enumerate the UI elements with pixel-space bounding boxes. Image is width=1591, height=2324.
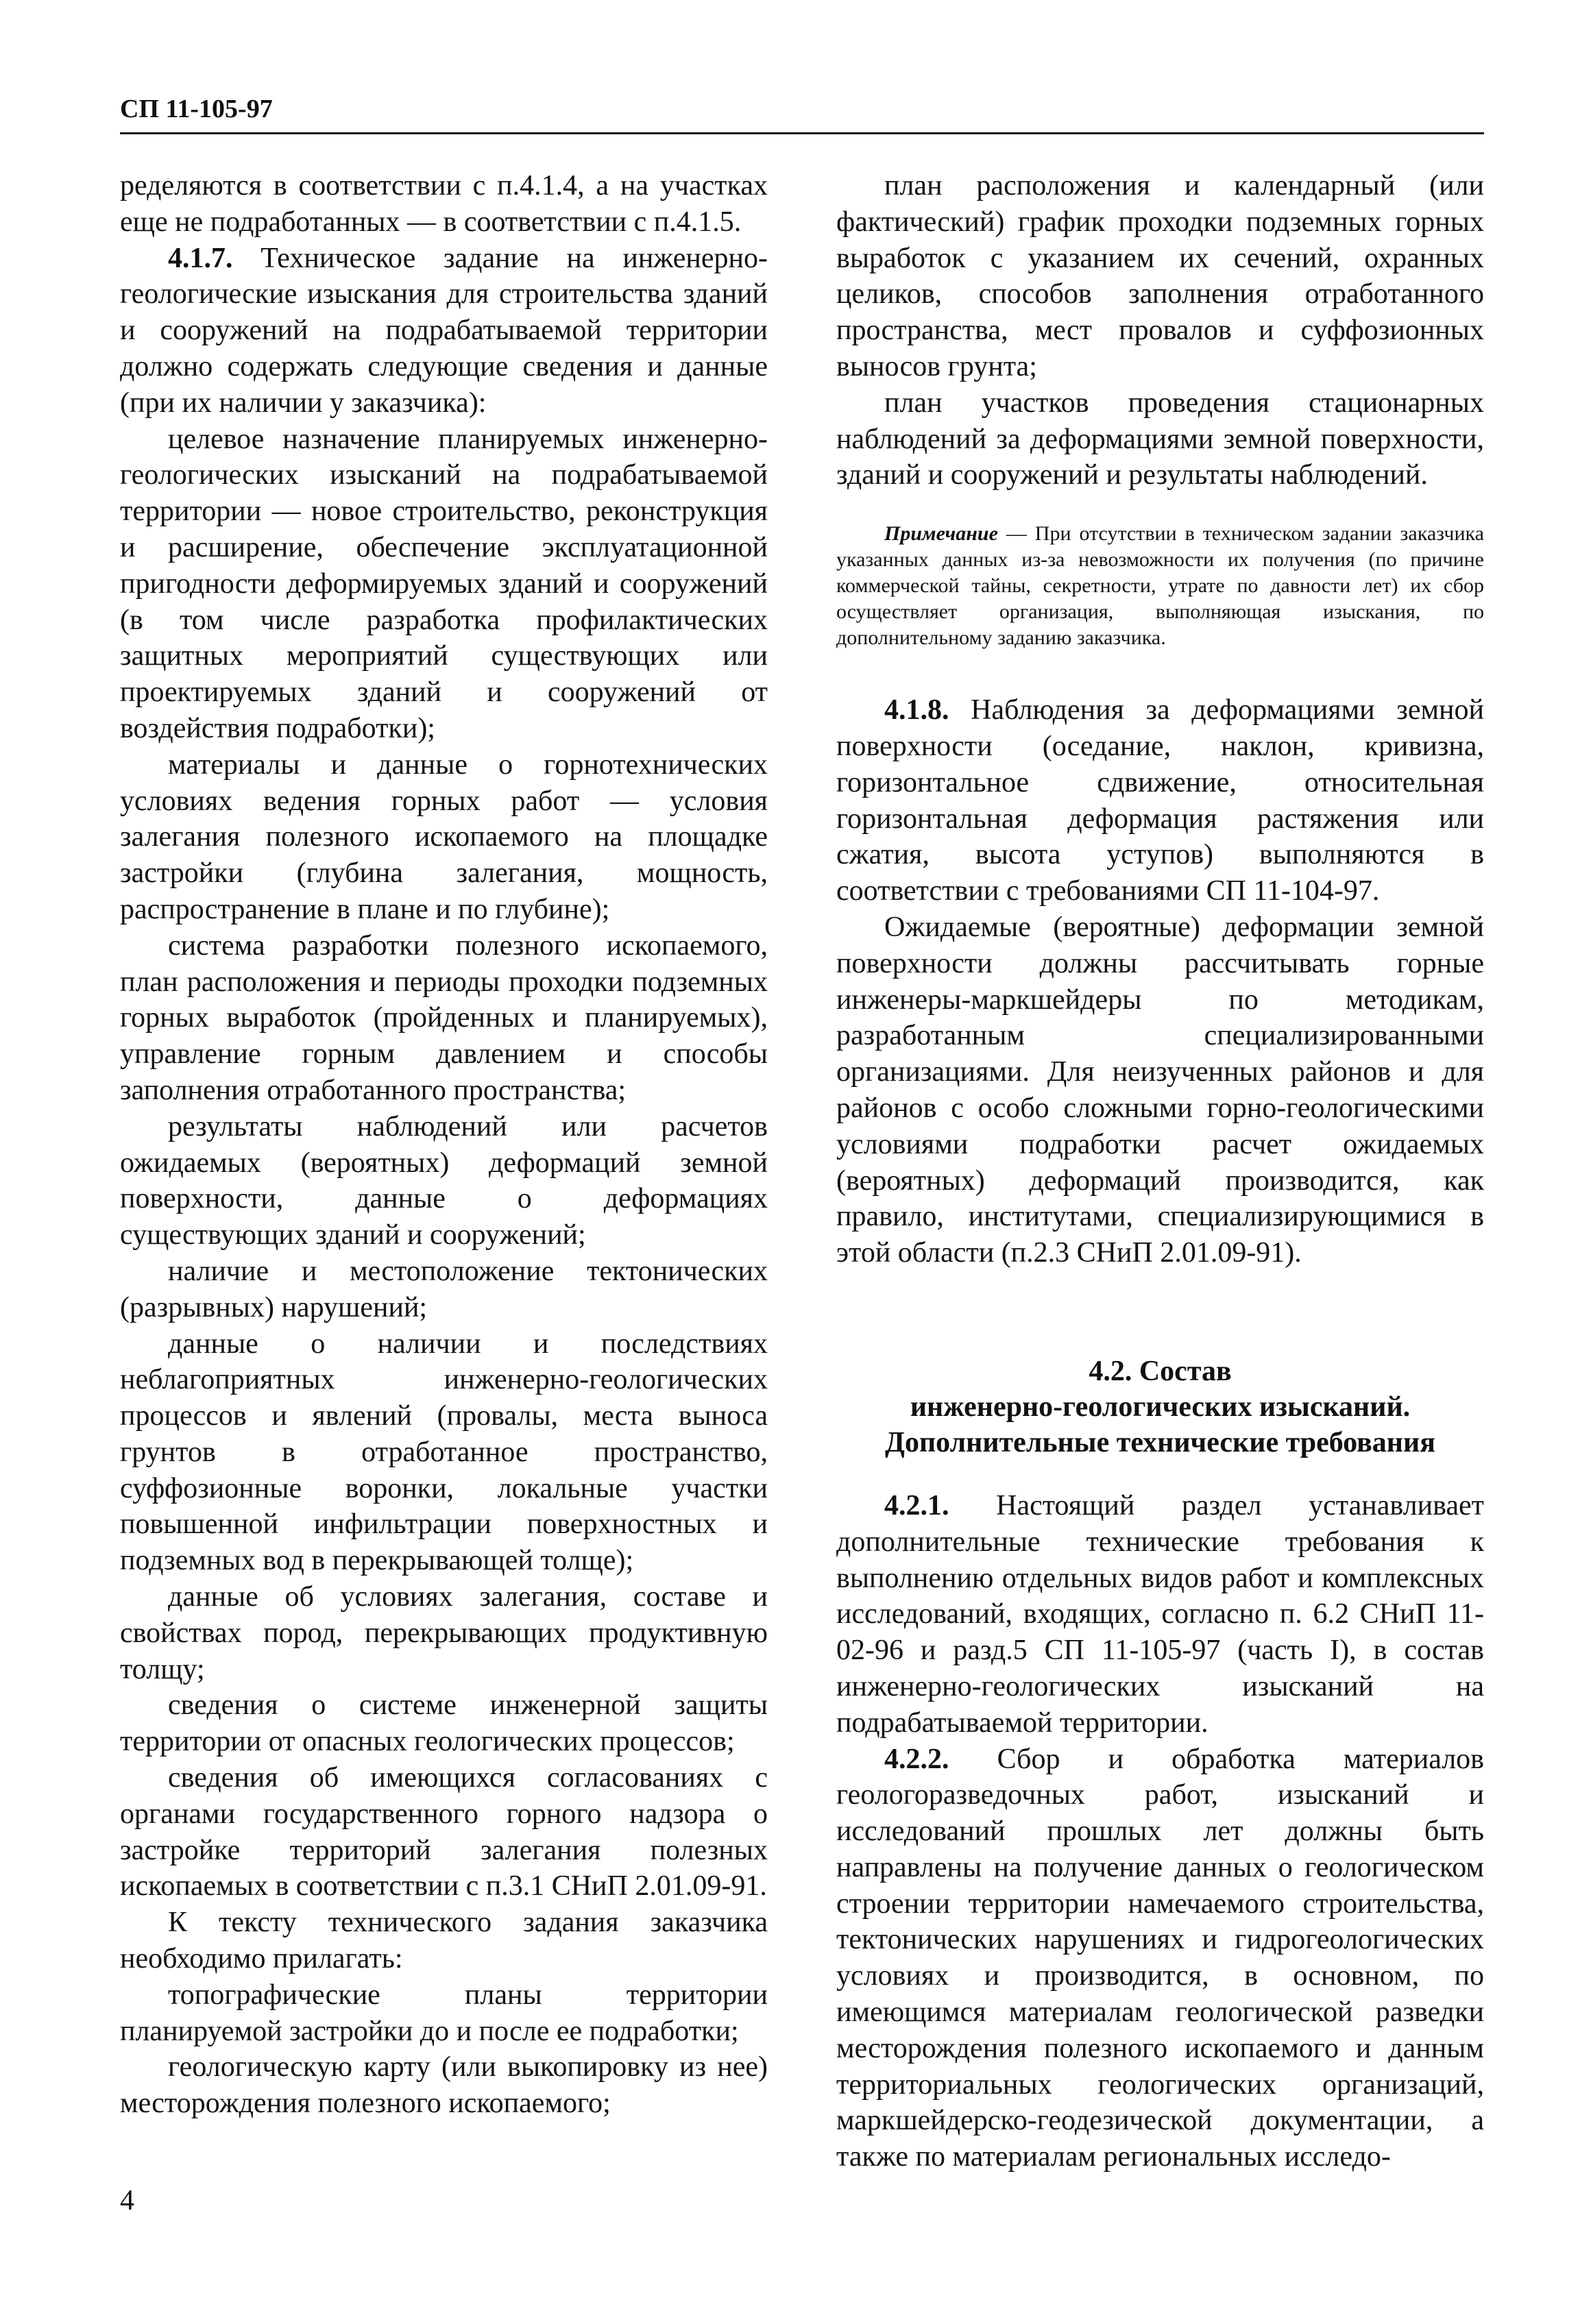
list-item: данные о наличии и последствиях неблагоприятных инженерно-геологических процессов и явлений (провалы, места выноса грунтов в отработанное пространство, суффозионные воронки, локальные участки повышенной инфильтрации поверхностных и подземных вод в перекрывающей толще); [120, 1328, 768, 1577]
clause-number: 4.1.7. [168, 242, 233, 274]
note [836, 521, 1484, 651]
list-item: система разработки полезного ископаемого, план расположения и периоды проходки подземных горных выработок (пройденных и планируемых), управление горным давлением и способы заполнения отработанного пространства; [120, 929, 768, 1106]
list-item: план участков проведения стационарных наблюдений за деформациями земной поверхности, зданий и сооружений и результаты наблюдений. [836, 387, 1484, 491]
section-heading-line: 4.2. Состав [1089, 1355, 1232, 1387]
document-code-header: СП 11-105-97 [120, 95, 273, 123]
paragraph: ределяются в соответствии с п.4.1.4, а на участках еще не подработанных — в соответствии с п.4.1.5. [120, 170, 768, 238]
clause-4-1-7 [120, 241, 768, 421]
list-item: результаты наблюдений или расчетов ожидаемых (вероятных) деформаций земной поверхности, данные о деформациях существующих зданий и сооружений; [120, 1110, 768, 1251]
list-item: материалы и данные о горнотехнических условиях ведения горных работ — условия залегания полезного ископаемого на площадке застройки (глубина залегания, мощность, распространение в плане и по глубине); [120, 748, 768, 925]
note-text: — При отсутствии в техническом задании заказчика указанных данных из-за невозможности их получения (по причине коммерческой тайны, секретности, утрате по давности лет) их сбор осуществляет организация, выполняющая изыскания, по дополнительному заданию заказчика. [836, 522, 1484, 650]
clause-4-1-8 [836, 692, 1484, 909]
paragraph: Ожидаемые (вероятные) деформации земной поверхности должны рассчитывать горные инженеры-маркшейдеры по методикам, разработанным специализированными организациями. Для неизученных районов и для районов с особо сложными горно-геологическими условиями подработки расчет ожидаемых (вероятных) деформаций производится, как правило, институтами, специализирующимися в этой области (п.2.3 СНиП 2.01.09-91). [836, 911, 1484, 1269]
list-item: сведения о системе инженерной защиты территории от опасных геологических процессов; [120, 1689, 768, 1758]
clause-4-2-2 [836, 1741, 1484, 2176]
section-heading [836, 1354, 1484, 1460]
clause-4-2-1 [836, 1488, 1484, 1741]
section-heading-line: Дополнительные технические требования [885, 1426, 1435, 1458]
list-item: наличие и местоположение тектонических (разрывных) нарушений; [120, 1255, 768, 1323]
clause-text: Сбор и обработка материалов геологоразведочных работ, изысканий и исследований прошлых лет должны быть направлены на получение данных о геологическом строении территории намечаемого строительства, тектонических нарушениях и гидрогеологических условиях и производится, в основном, по имеющимся материалам геологической разведки месторождения полезного ископаемого и данным территориальных геологических организаций, маркшейдерско-геодезической документации, а также по материалам региональных исследо- [836, 1743, 1484, 2173]
clause-number: 4.2.2. [884, 1743, 949, 1775]
page-number: 4 [120, 2185, 134, 2216]
clause-text: Настоящий раздел устанавливает дополнительные технические требования к выполнению отдельных видов работ и комплексных исследований, входящих, согласно п. 6.2 СНиП 11-02-96 и разд.5 СП 11-105-97 (часть I), в состав инженерно-геологических изысканий на подрабатываемой территории. [836, 1489, 1484, 1739]
list-item: план расположения и календарный (или фактический) график проходки подземных горных выработок с указанием их сечений, охранных целиков, способов заполнения отработанного пространства, мест провалов и суффозионных выносов грунта; [836, 170, 1484, 382]
section-heading-line: инженерно-геологических изысканий. [910, 1391, 1411, 1423]
clause-text: Техническое задание на инженерно-геологические изыскания для строительства зданий и сооружений на подрабатываемой территории должно содержать следующие сведения и данные (при их наличии у заказчика): [120, 242, 768, 419]
list-item: целевое назначение планируемых инженерно-геологических изысканий на подрабатываемой территории — новое строительство, реконструкция и расширение, обеспечение эксплуатационной пригодности деформируемых зданий и сооружений (в том числе разработка профилактических защитных мероприятий существующих или проектируемых зданий и сооружений от воздействия подработки); [120, 423, 768, 744]
clause-number: 4.2.1. [884, 1489, 949, 1521]
header-rule [120, 132, 1484, 134]
note-label: Примечание [884, 522, 998, 546]
clause-text: Наблюдения за деформациями земной поверхности (оседание, наклон, кривизна, горизонтальное сдвижение, относительная горизонтальная деформация растяжения или сжатия, высота уступов) выполняются в соответствии с требованиями СП 11-104-97. [836, 694, 1484, 907]
list-item: данные об условиях залегания, составе и свойствах пород, перекрывающих продуктивную толщу; [120, 1581, 768, 1685]
left-column [120, 168, 768, 2122]
list-item: топографические планы территории планируемой застройки до и после ее подработки; [120, 1979, 768, 2047]
paragraph: К тексту технического задания заказчика необходимо прилагать: [120, 1907, 768, 1975]
right-column [836, 168, 1484, 2175]
list-item: сведения об имеющихся согласованиях с органами государственного горного надзора о застройке территорий залегания полезных ископаемых в соответствии с п.3.1 СНиП 2.01.09-91. [120, 1762, 768, 1903]
clause-number: 4.1.8. [884, 694, 949, 726]
list-item: геологическую карту (или выкопировку из нее) месторождения полезного ископаемого; [120, 2051, 768, 2120]
